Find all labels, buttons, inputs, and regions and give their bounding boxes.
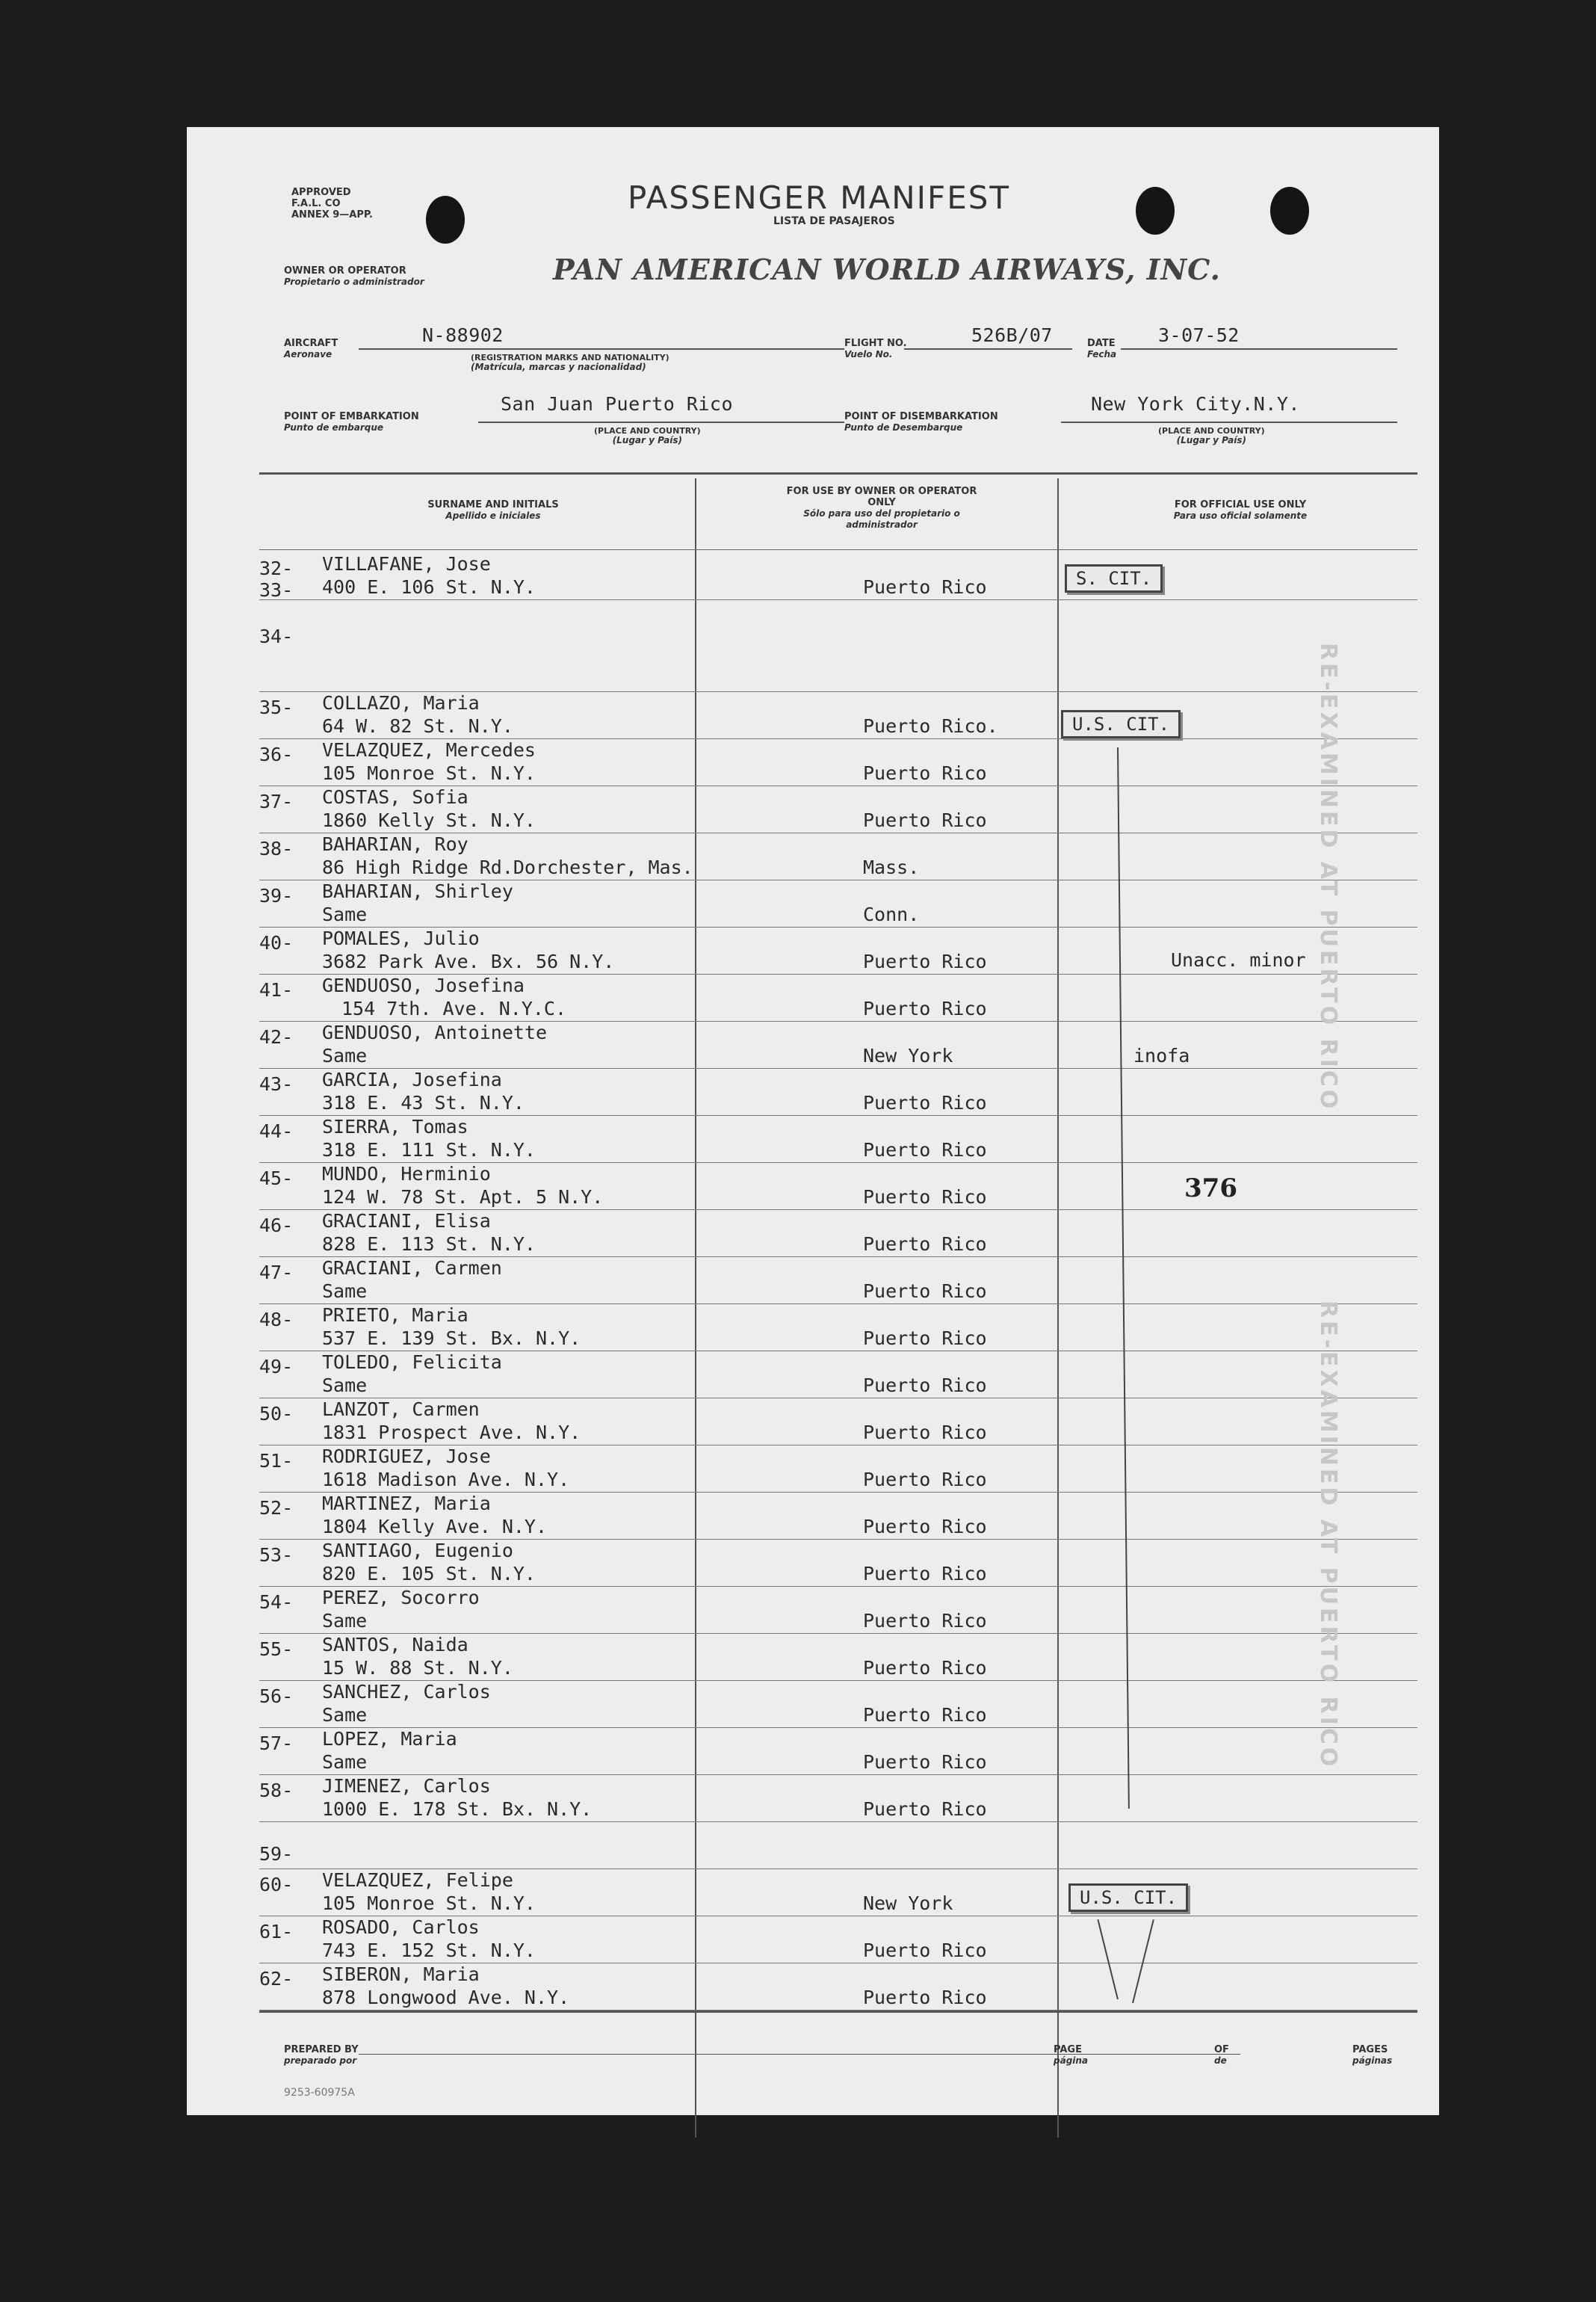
passenger-name: POMALES, Julio [322,928,480,949]
passenger-name: TOLEDO, Felicita [322,1351,502,1373]
row-number: 50- [259,1403,294,1425]
disembark-line [1061,422,1397,423]
row-number: 58- [259,1780,294,1801]
origin: Puerto Rico [863,998,987,1019]
passenger-address: 105 Monroe St. N.Y. [322,1892,536,1914]
passenger-name: LANZOT, Carmen [322,1398,480,1420]
passenger-name: ROSADO, Carlos [322,1916,480,1938]
origin: Puerto Rico [863,809,987,831]
passenger-name: SIERRA, Tomas [322,1116,468,1138]
header-bottom-rule [259,549,1417,550]
passenger-address: Same [322,1610,368,1632]
row-number: 54- [259,1591,294,1613]
row-number: 42- [259,1026,294,1048]
passenger-address: 820 E. 105 St. N.Y. [322,1563,536,1584]
row-number: 34- [259,626,294,647]
origin: Puerto Rico [863,576,987,598]
row-number: 37- [259,791,294,812]
passenger-address: 1831 Prospect Ave. N.Y. [322,1422,581,1443]
passenger-name: GENDUOSO, Antoinette [322,1022,548,1043]
passenger-name: SANTIAGO, Eugenio [322,1540,513,1561]
passenger-address: 318 E. 111 St. N.Y. [322,1139,536,1161]
origin: Puerto Rico [863,1374,987,1396]
table-row [259,975,1417,1022]
row-number: 33- [259,579,294,601]
table-row [259,1822,1417,1869]
origin: Puerto Rico [863,1280,987,1302]
page-subtitle: LISTA DE PASAJEROS [773,215,895,227]
table-row [259,1022,1417,1069]
punch-hole [1136,187,1175,235]
passenger-address: 1860 Kelly St. N.Y. [322,809,536,831]
disembark-value: New York City.N.Y. [1091,393,1300,415]
table-row [259,928,1417,975]
table-row [259,1869,1417,1916]
table-row [259,1728,1417,1775]
table-row [259,1210,1417,1257]
passenger-address: 124 W. 78 St. Apt. 5 N.Y. [322,1186,604,1208]
passenger-address: 743 E. 152 St. N.Y. [322,1940,536,1961]
column-header-operator: FOR USE BY OWNER OR OPERATOR ONLY Sólo para uso del propietario o administrador [786,486,977,530]
row-number: 46- [259,1215,294,1236]
registration-note: (REGISTRATION MARKS AND NATIONALITY) (Matrícula, marcas y nacionalidad) [471,353,669,372]
row-number: 49- [259,1356,294,1377]
origin: Puerto Rico [863,1186,987,1208]
table-row [259,833,1417,880]
table-row [259,1775,1417,1822]
origin: Puerto Rico [863,1987,987,2008]
table-row [259,1398,1417,1445]
origin: New York [863,1892,953,1914]
flight-label: FLIGHT NO. Vuelo No. [844,338,907,360]
disembark-place-note: (PLACE AND COUNTRY) (Lugar y País) [1158,426,1265,445]
origin: Puerto Rico [863,1139,987,1161]
row-number: 60- [259,1874,294,1895]
table-row [259,739,1417,786]
punch-hole [1270,187,1309,235]
origin: Puerto Rico [863,951,987,972]
passenger-name: COLLAZO, Maria [322,692,480,714]
origin: Puerto Rico [863,1422,987,1443]
row-number: 51- [259,1450,294,1472]
passenger-address: 878 Longwood Ave. N.Y. [322,1987,570,2008]
passenger-name: GRACIANI, Carmen [322,1257,502,1279]
embark-line [478,422,844,423]
row-number: 35- [259,697,294,718]
table-row [259,1916,1417,1963]
citizen-stamp: U.S. CIT. [1061,710,1181,738]
table-row [259,1634,1417,1681]
embark-label: POINT OF EMBARKATION Punto de embarque [284,411,419,433]
passenger-address: Same [322,1704,368,1726]
page-number-stamp: 376 [1184,1173,1237,1203]
aircraft-line [359,348,844,350]
row-number: 52- [259,1497,294,1519]
embark-value: San Juan Puerto Rico [501,393,734,415]
table-row [259,1445,1417,1493]
passenger-name: PEREZ, Socorro [322,1587,480,1608]
origin: Puerto Rico [863,762,987,784]
row-number: 38- [259,838,294,860]
passenger-name: BAHARIAN, Roy [322,833,468,855]
table-row [259,1304,1417,1351]
passenger-name: LOPEZ, Maria [322,1728,457,1750]
origin: Puerto Rico [863,1940,987,1961]
passenger-address: 105 Monroe St. N.Y. [322,762,536,784]
table-row [259,1163,1417,1210]
of-label: OF de [1214,2044,1229,2066]
row-number: 48- [259,1309,294,1330]
date-label: DATE Fecha [1087,338,1117,360]
origin: Puerto Rico [863,1469,987,1490]
row-number: 57- [259,1732,294,1754]
manifest-page [187,127,1439,2115]
row-number: 36- [259,744,294,765]
passenger-name: GRACIANI, Elisa [322,1210,491,1232]
page-label: PAGE página [1054,2044,1089,2066]
origin: Puerto Rico [863,1563,987,1584]
table-row [259,1069,1417,1116]
owner-label: OWNER OR OPERATOR Propietario o administrador [284,265,424,287]
table-row [259,1540,1417,1587]
table-bottom-rule [259,2011,1417,2013]
citizen-stamp: U.S. CIT. [1068,1883,1188,1912]
column-header-surname: SURNAME AND INITIALS Apellido e iniciales [427,499,559,521]
origin: Puerto Rico [863,1092,987,1114]
passenger-name: GENDUOSO, Josefina [322,975,525,996]
side-stamp: RE-EXAMINED AT PUERTO RICO [1315,1300,1341,1770]
passenger-address: 3682 Park Ave. Bx. 56 N.Y. [322,951,615,972]
prepared-by-label: PREPARED BY preparado por [284,2044,359,2066]
passenger-address: 400 E. 106 St. N.Y. [322,576,536,598]
aircraft-value: N-88902 [422,324,504,346]
origin: Puerto Rico [863,1704,987,1726]
origin: Puerto Rico [863,1516,987,1537]
table-row [259,1257,1417,1304]
origin: Puerto Rico [863,1751,987,1773]
flight-value: 526B/07 [971,324,1053,346]
passenger-address: Same [322,1045,368,1067]
row-number: 55- [259,1638,294,1660]
pages-label: PAGES páginas [1352,2044,1393,2066]
passenger-name: VELAZQUEZ, Felipe [322,1869,513,1891]
embark-place-note: (PLACE AND COUNTRY) (Lugar y País) [594,426,701,445]
column-header-official: FOR OFFICIAL USE ONLY Para uso oficial solamente [1173,499,1308,521]
row-number: 47- [259,1262,294,1283]
row-number: 45- [259,1167,294,1189]
passenger-name: MARTINEZ, Maria [322,1493,491,1514]
passenger-name: SANTOS, Naida [322,1634,468,1655]
table-row [259,692,1417,739]
passenger-address: 86 High Ridge Rd.Dorchester, Mas. [322,857,693,878]
table-row [259,786,1417,833]
passenger-address: 1804 Kelly Ave. N.Y. [322,1516,548,1537]
origin: Mass. [863,857,920,878]
passenger-name: VILLAFANE, Jose [322,553,491,575]
row-number: 39- [259,885,294,907]
passenger-address: Same [322,1374,368,1396]
passenger-address: 537 E. 139 St. Bx. N.Y. [322,1327,581,1349]
passenger-address: 154 7th. Ave. N.Y.C. [341,998,567,1019]
passenger-address: Same [322,1280,368,1302]
side-stamp: RE-EXAMINED AT PUERTO RICO [1315,643,1341,1112]
origin: Puerto Rico. [863,715,998,737]
origin: Conn. [863,904,920,925]
date-line [1121,348,1397,350]
origin: Puerto Rico [863,1657,987,1679]
passenger-name: COSTAS, Sofia [322,786,468,808]
passenger-name: GARCIA, Josefina [322,1069,502,1090]
passenger-name: PRIETO, Maria [322,1304,468,1326]
date-value: 3-07-52 [1158,324,1240,346]
passenger-address: Same [322,1751,368,1773]
prepared-by-line [359,2054,1240,2055]
official-note: inofa [1133,1045,1190,1067]
table-row [259,1963,1417,2011]
table-row [259,1116,1417,1163]
row-number: 43- [259,1073,294,1095]
passenger-name: RODRIGUEZ, Jose [322,1445,491,1467]
passenger-address: 318 E. 43 St. N.Y. [322,1092,525,1114]
row-number: 44- [259,1120,294,1142]
passenger-address: 1000 E. 178 St. Bx. N.Y. [322,1798,593,1820]
disembark-label: POINT OF DISEMBARKATION Punto de Desembarque [844,411,998,433]
origin: Puerto Rico [863,1233,987,1255]
table-row [259,1493,1417,1540]
row-number: 62- [259,1968,294,1990]
passenger-name: BAHARIAN, Shirley [322,880,513,902]
passenger-address: 64 W. 82 St. N.Y. [322,715,513,737]
table-row [259,1587,1417,1634]
airline-name: PAN AMERICAN WORLD AIRWAYS, INC. [553,253,1221,286]
passenger-name: SANCHEZ, Carlos [322,1681,491,1703]
flight-line [904,348,1072,350]
form-code: 9253-60975A [284,2087,355,2099]
origin: Puerto Rico [863,1327,987,1349]
aircraft-label: AIRCRAFT Aeronave [284,338,338,360]
table-top-rule [259,472,1417,475]
official-note: Unacc. minor [1171,949,1306,971]
row-number: 32- [259,558,294,579]
row-number: 59- [259,1843,294,1865]
passenger-address: Same [322,904,368,925]
passenger-name: VELAZQUEZ, Mercedes [322,739,536,761]
origin: Puerto Rico [863,1610,987,1632]
row-number: 41- [259,979,294,1001]
origin: Puerto Rico [863,1798,987,1820]
approval-note: APPROVED F.A.L. CO ANNEX 9—APP. [291,187,373,220]
table-row [259,880,1417,928]
origin: New York [863,1045,953,1067]
table-row [259,1681,1417,1728]
page-title: PASSENGER MANIFEST [628,179,1011,216]
passenger-name: SIBERON, Maria [322,1963,480,1985]
passenger-address: 15 W. 88 St. N.Y. [322,1657,513,1679]
table-row [259,626,1417,692]
passenger-name: JIMENEZ, Carlos [322,1775,491,1797]
row-number: 61- [259,1921,294,1942]
passenger-name: MUNDO, Herminio [322,1163,491,1185]
table-row [259,1351,1417,1398]
citizen-stamp: S. CIT. [1065,564,1163,593]
row-number: 40- [259,932,294,954]
passenger-address: 828 E. 113 St. N.Y. [322,1233,536,1255]
passenger-address: 1618 Madison Ave. N.Y. [322,1469,570,1490]
table-row [259,576,1417,600]
row-number: 53- [259,1544,294,1566]
row-number: 56- [259,1685,294,1707]
punch-hole [426,196,465,244]
